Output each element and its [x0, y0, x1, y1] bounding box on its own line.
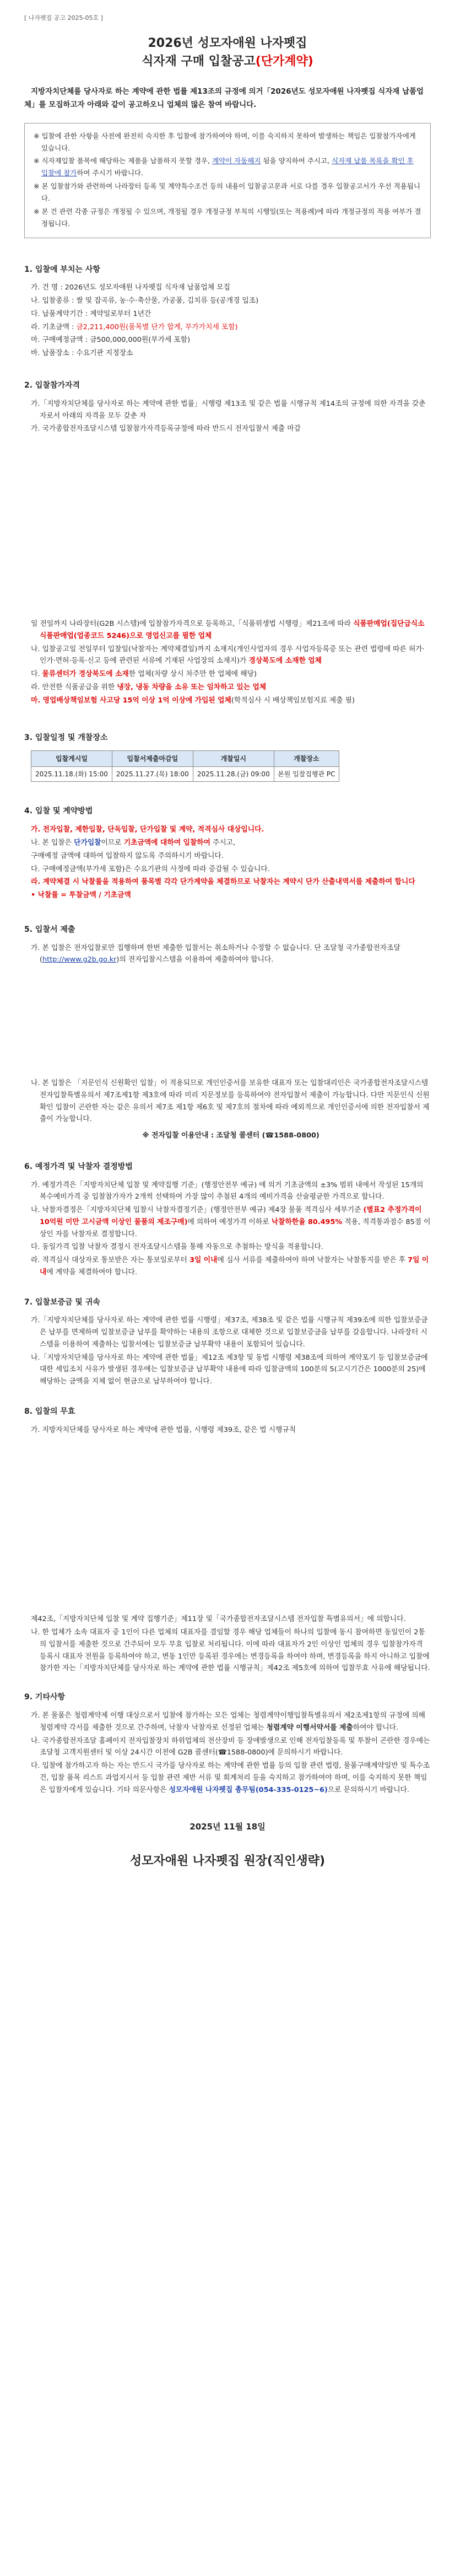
method-formula: • 낙찰률 = 투찰금액 / 기초금액 — [31, 891, 131, 900]
blank-space — [24, 1437, 431, 1613]
section-title: 2. 입찰참가자격 — [24, 380, 80, 390]
planned-amount: 마. 구매예정금액 : 금500,000,000원(부가세 포함) — [31, 336, 191, 345]
notice-item: ※ 본 입찰참가와 관련하여 나라장터 등록 및 계약특수조건 등의 내용이 입찰공고문과 서로 다를 경우 입찰공고서가 우선 적용됩니다. — [34, 182, 420, 203]
issuer-name: 성모자애원 나자펫집 원장(직인생략) — [129, 1854, 326, 1868]
section-submission — [24, 924, 431, 1142]
table-row — [31, 767, 339, 782]
table-header-row — [31, 751, 339, 767]
invalid-item: 제42조,「지방자치단체 입찰 및 계약 집행기준」제11장 및「국가종합전자조달시스템 전자입찰 특별유의서」에 의합니다. — [31, 1615, 406, 1624]
section-deposit — [24, 1296, 431, 1388]
price-item: 가. 예정가격은「지방자치단체 입찰 및 계약집행 기준」(행정안전부 예규) 에 의거 기초금액의 ±3% 범위 내에서 작성된 15개의 복수예비가격 중 입찰참가자가 2개씩 선택하여 가장 많이 추첨된 4개의 예비가격을 산술평균한 가격으로 합니다. — [31, 1180, 424, 1201]
base-amount: 라. 기초금액 : 금2,211,400원(품목별 단가 합계, 부가가치세 포함) — [31, 323, 238, 331]
section-title: 8. 입찰의 무효 — [24, 1407, 75, 1416]
schedule-table — [31, 750, 339, 782]
section-title: 6. 예정가격 및 낙찰자 결정방법 — [24, 1162, 133, 1171]
delivery-place: 바. 납품장소 : 수요기관 지정장소 — [31, 349, 133, 358]
table-header: 입찰게시일 — [31, 751, 112, 767]
deposit-item: 나.「지방자치단체를 당사자로 하는 계약에 관한 법률」제12조 제3항 및 동법 시행령 제38조에 의하여 계약포기 등 입찰보증금에 대한 세입조치 사유가 발생된 경우에는 입찰보증금 납부확약 내용에 따라 입찰금액의 100분의 5(고시기간은 1000분의 25)에 해당하는 금액을 지체 없이 현금으로 납부하여야 합니다. — [31, 1353, 428, 1386]
etc-item: 가. 본 물품은 청렴계약제 이행 대상으로서 입찰에 참가하는 모든 업체는 청렴계약이행입찰특별유의서 제2조제1항의 규정에 의해 청렴계약 각서를 제출한 것으로 간주하며, 낙찰자 낙찰자로 선정된 업체는 청렴계약 이행서약서를 제출하여야 합니다. — [31, 1711, 426, 1732]
submission-item: 나. 본 입찰은 「지문인식 신원확인 입찰」이 적용되므로 개인인증서를 보유한 대표자 또는 입찰대리인은 국가종합전자조달시스템 전자입찰특별유의서 제7조제1항 제3호에 따라 미리 지문정보를 등록하여야 전자입찰서 제출이 가능합니다. 다만 지문인식 신원확인 입찰이 곤란한 자는 같은 유의서 제7조 제1항 제6호 및 제7호의 절차에 따라 예외적으로 개인인증서에 의한 전자입찰서 제출이 가능합니다. — [31, 1079, 430, 1124]
table-header: 개찰장소 — [274, 751, 339, 767]
table-cell: 본원 입찰집행관 PC — [274, 767, 339, 782]
bid-type: 나. 입찰종류 : 쌀 및 잡곡류, 농·수·축산물, 가공품, 김치류 등(공개경 입조) — [31, 297, 259, 305]
table-header: 입찰서제출마감일 — [112, 751, 193, 767]
section-title: 1. 입찰에 부치는 사항 — [24, 265, 100, 274]
blank-space — [24, 436, 431, 618]
section-title: 4. 입찰 및 계약방법 — [24, 807, 93, 816]
section-schedule — [24, 732, 431, 782]
section-etc — [24, 1691, 431, 1796]
submission-item: 가. 본 입찰은 전자입찰로만 집행하며 한번 제출한 입찰서는 취소하거나 수정할 수 없습니다. 단 조달청 국가종합전자조달(http://www.g2b.go.kr)의 전자입찰시스템을 이용하여 제출하여야 합니다. — [31, 943, 400, 964]
g2b-link[interactable]: http://www.g2b.go.kr — [42, 956, 117, 964]
etc-item: 다. 입찰에 참가하고자 하는 자는 반드시 국가를 당사자로 하는 계약에 관한 법률 등의 입찰 관련 법령, 물품구매계약일반 및 특수조건, 입찰 품목 리스트 과업지시서 등 입찰 관련 제반 서류 및 회계처리 등을 숙지하고 참가하여야 하며, 이를 숙지하지 못한 책임은 입찰자에게 있습니다. 기타 의문사항은 성모자애원 나자펫집 총무팀(054-335-0125~6)으로 문의하시기 바랍니다. — [31, 1762, 430, 1794]
item-name: 가. 건 명 : 2026년도 성모자애원 나자펫집 식자재 납품업체 모집 — [31, 283, 230, 292]
footer — [24, 1820, 431, 1871]
title-line-1: 2026년 성모자애원 나자펫집 — [148, 36, 307, 51]
method-item: 가. 전자입찰, 제한입찰, 단독입찰, 단가입찰 및 계약, 적격심사 대상입니다. — [31, 825, 264, 834]
qualification-item: 라. 안전한 식품공급을 위한 냉장, 냉동 차량을 소유 또는 임차하고 있는 업체 — [31, 683, 267, 691]
table-cell: 2025.11.18.(화) 15:00 — [31, 767, 112, 782]
contract-period: 다. 납품계약기간 : 계약일로부터 1년간 — [31, 309, 151, 318]
title-line-2: 식자재 구매 입찰공고(단가계약) — [142, 55, 313, 69]
notice-item: ※ 식자재입찰 품목에 해당하는 제품을 납품하지 못할 경우, 계약이 자동해지 됨을 양지하여 주시고, 식자재 납품 목록을 확인 후 입찰에 참가하여 주시기 바랍니다. — [34, 157, 414, 178]
price-item: 다. 동일가격 입찰 낙찰자 결정시 전자조달시스템을 통해 자동으로 추첨하는 방식을 적용합니다. — [31, 1243, 323, 1252]
section-qualification — [24, 379, 431, 706]
section-title: 7. 입찰보증금 및 귀속 — [24, 1297, 100, 1307]
qualification-item: 나. 입찰공고일 전일부터 입찰일(낙찰자는 계약체결일)까지 소재지(개인사업자의 경우 사업자등록증 또는 관련 법령에 따른 허가·인가·면허·등록·신고 등에 관련된 서류에 기재된 사업장의 소재지)가 경상북도에 소재한 업체 — [31, 645, 425, 666]
price-item: 나. 낙찰자결정은「지방자치단체 입찰시 낙찰자결정기준」(행정안전부 예규) 제4장 물품 적격심사 세부기준 (별표2 추정가격이 10억원 미만 고시금액 이상인 물품의 제조구매)에 의하여 예정가격 이하로 낙찰하한율 80.495% 적용, 적격통과점수 85점 이상인 자를 낙찰자로 결정합니다. — [31, 1206, 431, 1238]
table-cell: 2025.11.28.(금) 09:00 — [193, 767, 274, 782]
table-header: 개찰일시 — [193, 751, 274, 767]
callcenter-info: ※ 전자입찰 이용안내 : 조달청 콜센터 (☎1588-0800) — [142, 1131, 319, 1140]
qualification-item: 가.「지방자치단체를 당사자로 하는 계약에 관한 법률」시행령 제13조 및 같은 법률 시행규칙 제14조의 규정에 의한 자격을 갖춘 자로서 아래의 자격을 모두 갖춘 자 — [31, 399, 426, 420]
qualification-item: 가. 국가종합전자조달시스템 입찰참가자격등록규정에 따라 반드시 전자입찰서 제출 마감 — [31, 425, 301, 433]
intro-paragraph: 지방자치단체를 당사자로 하는 계약에 관한 법률 제13조의 규정에 의거「2026년도 성모자애원 나자펫집 식자재 납품업체」를 모집하고자 아래와 같이 공고하오니 업체의 많은 참여 바랍니다. — [24, 87, 424, 110]
table-cell: 2025.11.27.(목) 18:00 — [112, 767, 193, 782]
section-title: 9. 기타사항 — [24, 1693, 66, 1702]
blank-space — [24, 967, 431, 1077]
section-invalid — [24, 1405, 431, 1675]
notice-box — [24, 123, 431, 238]
invalid-item: 나. 한 업체가 소속 대표자 중 1인이 다른 업체의 대표자를 겸임할 경우 해당 업체들이 하나의 입찰에 동시 참여하면 동일인이 2통의 입찰서를 제출한 것으로 간주되어 모두 무효 입찰로 처리됩니다. 이에 따라 대표자가 2인 이상인 업체의 경우 입찰참가자격 등록시 대표자 전원을 등록하여야 하고, 변동 1인만 등록된 경우에는 변경등록을 하여야 하며, 변경등록을 하지 아니하고 입찰에 참가한 자는「지방자치단체를 당사자로 하는 계약에 관한 법률 시행규칙」제42조 제5호에 의하여 입찰무효 사유에 해당됩니다. — [31, 1628, 430, 1673]
page-title — [24, 34, 431, 71]
invalid-item: 가. 지방자치단체를 당사자로 하는 계약에 관한 법률, 시행령 제39조, 같은 법 시행규칙 — [31, 1425, 296, 1434]
method-item: 라. 계약체결 시 낙찰률을 적용하여 품목별 각각 단가계약을 체결하므로 낙찰자는 계약시 단가 산출내역서를 제출하여 합니다 — [31, 878, 415, 887]
contract-type: (단가계약) — [255, 55, 313, 69]
notice-item: ※ 본 건 관련 각종 규정은 개정될 수 있으며, 개정될 경우 개정규정 부칙의 시행일(또는 적용례)에 따라 개정규정의 적용 여부가 결정됩니다. — [34, 207, 421, 228]
deposit-item: 가.「지방자치단체를 당사자로 하는 계약에 관한 법률 시행령」제37조, 제38조 및 같은 법률 시행규칙 제39조에 의한 입찰보증금은 납부를 면제하며 입찰보증금 납부를 확약하는 내용의 조항으로 대체한 것으로 입찰보증금을 납부를 갈음합니다. 나라장터 시스템을 이용하여 제출하는 입찰서에는 입찰보증금 납부확약 내용이 포함되어 있습니다. — [31, 1316, 428, 1349]
method-item: 나. 본 입찰은 단가입찰이므로 기초금액에 대하여 입찰하여 주시고, — [31, 839, 236, 847]
qualification-item: 다. 물류센터가 경상북도에 소재한 업체(차량 상시 차주만 한 업체에 해당) — [31, 670, 257, 679]
qualification-item: 마. 영업배상책임보험 사고당 15억 이상 1억 이상에 가입된 업체(학적심사 시 배상책임보험지료 제출 필) — [31, 696, 355, 705]
section-title: 3. 입찰일정 및 개찰장소 — [24, 733, 108, 743]
doc-number: [ 나자펫집 공고 2025-05호 ] — [24, 14, 103, 22]
announcement-date: 2025년 11월 18일 — [189, 1822, 266, 1832]
notice-item: ※ 입찰에 관한 사항을 사전에 완전히 숙지한 후 입찰에 참가하여야 하며, 이를 숙지하지 못하여 발생하는 책임은 입찰참가자에게 있습니다. — [34, 131, 416, 152]
section-bid-items — [24, 264, 431, 359]
section-method — [24, 805, 431, 901]
section-title: 5. 입찰서 제출 — [24, 925, 75, 934]
section-price — [24, 1161, 431, 1279]
method-item: 구매예정 금액에 대하여 입찰하지 않도록 주의하시기 바랍니다. — [31, 851, 224, 860]
qualification-item: 일 전일까지 나라장터(G2B 시스템)에 입찰참가자격으로 등록하고,「식품위생법 시행령」제21조에 따라 식품판매업(집단급식소식품판매업(업종코드 5246)으로 영업신고를 필한 업체 — [31, 620, 425, 640]
method-item: 다. 구매예정금액(부가세 포함)은 수요기관의 사정에 따라 증감될 수 있습니다. — [31, 865, 270, 873]
etc-item: 나. 국가종합전자조달 홈페이지 전자입찰장치 하위업체의 전산장비 등 장애발생으로 인해 전자입찰등록 및 투찰이 곤란한 경우에는 조달청 고객지원센터 및 이상 24시간 이전에 G2B 콜센터(☎1588-0800)에 문의하시기 바랍니다. — [31, 1736, 430, 1757]
price-item: 라. 적격심사 대상자로 통보받은 자는 통보일로부터 3일 이내에 심사 서류를 제출하여야 하며 낙찰자는 낙찰통지를 받은 후 7일 이내에 계약을 체결하여야 합니다. — [31, 1256, 429, 1276]
